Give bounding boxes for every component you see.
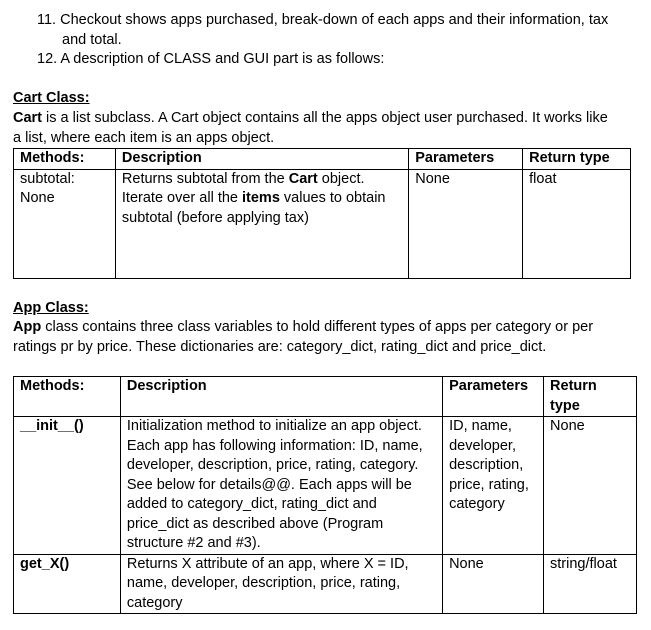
app-desc-text: class contains three class variables to hold different types of apps per category or per — [41, 319, 594, 335]
description-cell: Initialization method to initialize an app object. Each app has following information: ID, name, developer, description, price, rating, category. See below for details@@. Each apps will be added to category_dict, rating_dict and price_dict as described above (Program structure #2 and #3). — [120, 417, 442, 555]
app-class-heading: App Class: — [13, 300, 89, 316]
table-header-row — [14, 377, 637, 417]
app-class-description — [13, 318, 593, 337]
list-item-11-continued: and total. — [62, 32, 122, 48]
method-name: subtotal: — [20, 170, 75, 187]
cart-methods-table — [13, 148, 631, 279]
table-header-row — [14, 149, 631, 170]
parameters-cell: ID, name, developer, description, price, rating, category — [443, 417, 544, 555]
description-line: subtotal (before applying tax) — [121, 209, 309, 226]
table-row — [14, 417, 637, 555]
cart-class-name: Cart — [13, 110, 43, 126]
description-cell: Returns X attribute of an app, where X = ID, name, developer, description, price, rating, category — [120, 554, 442, 614]
table-row — [14, 554, 637, 614]
table-row — [14, 169, 631, 278]
return-type-cell: float — [523, 169, 631, 278]
col-header-return-type: Return type — [523, 149, 631, 170]
cart-desc-text: is a list subclass. A Cart object contains all the apps object user purchased. It works like — [42, 110, 608, 126]
method-cell: __init__() — [14, 417, 121, 555]
description-cell — [115, 169, 408, 278]
cart-class-heading: Cart Class: — [13, 90, 90, 106]
col-header-return-type: Return type — [544, 377, 637, 417]
list-item-12: 12. A description of CLASS and GUI part is as follows: — [37, 51, 385, 67]
method-note: None — [20, 190, 55, 206]
col-header-description: Description — [120, 377, 442, 417]
method-cell — [14, 169, 116, 278]
return-type-cell: string/float — [544, 554, 637, 614]
method-cell: get_X() — [14, 554, 121, 614]
parameters-cell: None — [443, 554, 544, 614]
list-item-11: 11. Checkout shows apps purchased, break-down of each apps and their information, tax — [37, 12, 609, 28]
parameters-cell: None — [409, 169, 523, 278]
description-line: Iterate over all the items values to obtain — [121, 190, 386, 206]
cart-class-description — [13, 109, 608, 128]
col-header-methods: Methods: — [14, 377, 121, 417]
return-type-cell: None — [544, 417, 637, 555]
app-class-name: App — [13, 319, 42, 335]
app-methods-table — [13, 376, 637, 614]
col-header-methods: Methods: — [14, 149, 116, 170]
description-line: Returns subtotal from the Cart object. — [121, 170, 365, 187]
col-header-parameters: Parameters — [409, 149, 523, 170]
col-header-parameters: Parameters — [443, 377, 544, 417]
cart-class-description-line2: a list, where each item is an apps object. — [13, 130, 275, 146]
app-class-description-line2: ratings pr by price. These dictionaries are: category_dict, rating_dict and price_dict. — [13, 339, 547, 355]
col-header-description: Description — [115, 149, 408, 170]
